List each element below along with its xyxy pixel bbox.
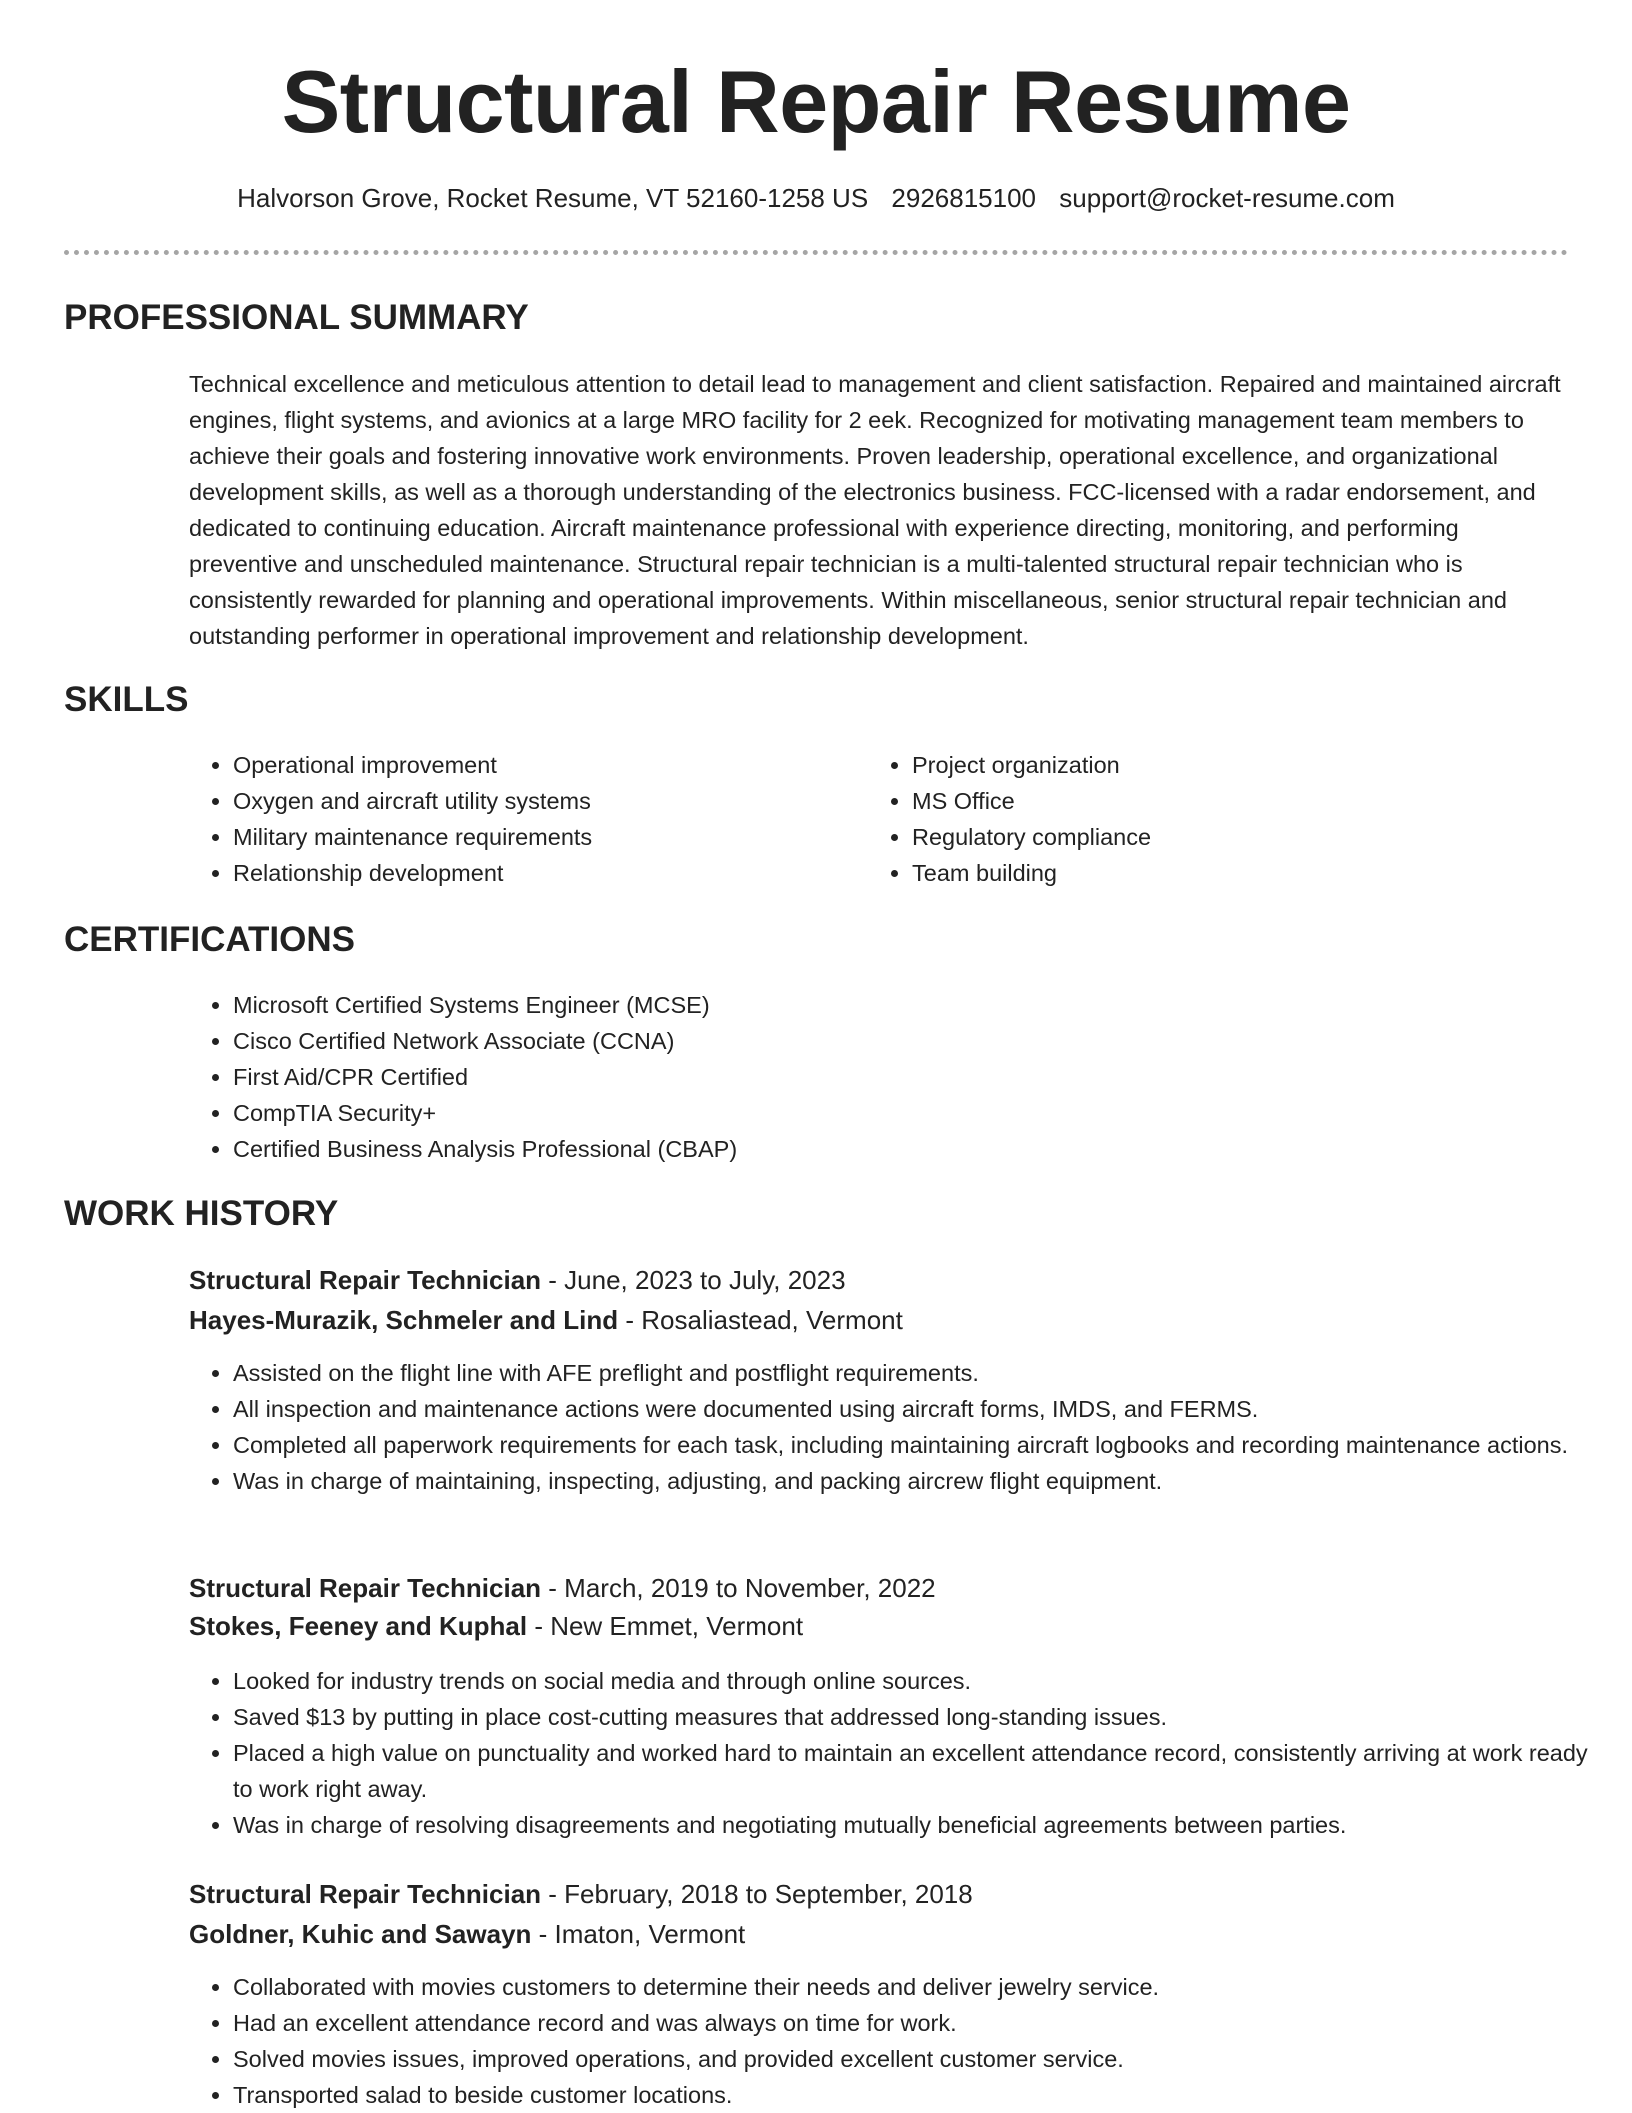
skill-item: • MS Office xyxy=(912,783,1572,819)
job-bullet: • Had an excellent attendance record and was always on time for work. xyxy=(233,2005,1613,2041)
skill-item: • Military maintenance requirements xyxy=(233,819,853,855)
certification-item: • First Aid/CPR Certified xyxy=(233,1059,1573,1095)
certification-item: • Cisco Certified Network Associate (CCNA) xyxy=(233,1023,1573,1059)
certifications-list xyxy=(189,987,1573,1167)
job-dates: - March, 2019 to November, 2022 xyxy=(541,1573,936,1603)
job-title-line xyxy=(189,1876,973,1912)
job-bullet: • All inspection and maintenance actions were documented using aircraft forms, IMDS, and FERMS. xyxy=(233,1391,1613,1427)
job-location: - Imaton, Vermont xyxy=(531,1919,746,1949)
job-title: Structural Repair Technician xyxy=(189,1573,542,1603)
job-bullet: • Solved movies issues, improved operations, and provided excellent customer service. xyxy=(233,2041,1613,2077)
job-location: - Rosaliastead, Vermont xyxy=(618,1305,903,1335)
job-bullet: • Placed a high value on punctuality and worked hard to maintain an excellent attendance record, consistently arriving at work ready to work right away. xyxy=(233,1735,1613,1807)
resume-title: Structural Repair Resume xyxy=(281,52,1351,151)
contact-line xyxy=(0,181,1632,215)
job-location: - New Emmet, Vermont xyxy=(527,1611,804,1641)
job-dates: - June, 2023 to July, 2023 xyxy=(541,1265,846,1295)
skills-list-left xyxy=(189,747,853,891)
certifications-heading: CERTIFICATIONS xyxy=(64,920,356,959)
job-bullet: • Was in charge of resolving disagreements and negotiating mutually beneficial agreements between parties. xyxy=(233,1807,1613,1843)
work-history-heading: WORK HISTORY xyxy=(64,1194,339,1233)
job-title: Structural Repair Technician xyxy=(189,1879,542,1909)
contact-phone: 2926815100 xyxy=(891,183,1037,213)
job-company-line xyxy=(189,1302,903,1338)
job-bullet: • Collaborated with movies customers to determine their needs and deliver jewelry service. xyxy=(233,1969,1613,2005)
job-bullets xyxy=(189,1355,1613,1499)
certification-item: • CompTIA Security+ xyxy=(233,1095,1573,1131)
job-bullet: • Was in charge of maintaining, inspecting, adjusting, and packing aircrew flight equipment. xyxy=(233,1463,1613,1499)
contact-email: support@rocket-resume.com xyxy=(1059,183,1395,213)
skills-list-right xyxy=(868,747,1572,891)
job-bullet: • Looked for industry trends on social media and through online sources. xyxy=(233,1663,1613,1699)
job-company: Stokes, Feeney and Kuphal xyxy=(189,1611,528,1641)
skills-heading: SKILLS xyxy=(64,680,189,719)
skill-item: • Relationship development xyxy=(233,855,853,891)
contact-address: Halvorson Grove, Rocket Resume, VT 52160-1258 US xyxy=(237,183,869,213)
job-title-line xyxy=(189,1570,936,1606)
skill-item: • Regulatory compliance xyxy=(912,819,1572,855)
certification-item: • Microsoft Certified Systems Engineer (MCSE) xyxy=(233,987,1573,1023)
job-bullet: • Completed all paperwork requirements for each task, including maintaining aircraft logbooks and recording maintenance actions. xyxy=(233,1427,1613,1463)
job-company: Hayes-Murazik, Schmeler and Lind xyxy=(189,1305,619,1335)
job-title: Structural Repair Technician xyxy=(189,1265,542,1295)
job-bullet: • Saved $13 by putting in place cost-cutting measures that addressed long-standing issues. xyxy=(233,1699,1613,1735)
skill-item: • Operational improvement xyxy=(233,747,853,783)
certification-item: • Certified Business Analysis Professional (CBAP) xyxy=(233,1131,1573,1167)
skill-item: • Team building xyxy=(912,855,1572,891)
job-dates: - February, 2018 to September, 2018 xyxy=(541,1879,973,1909)
job-title-line xyxy=(189,1262,846,1298)
summary-text: Technical excellence and meticulous attention to detail lead to management and client satisfaction. Repaired and maintained aircraft engines, flight systems, and avionics at a large MRO facility for 2 eek. Recognized for motivating management team members to achieve their goals and fostering innovative work environments. Proven leadership, operational excellence, and organizational development skills, as well as a thorough understanding of the electronics business. FCC-licensed with a radar endorsement, and dedicated to continuing education. Aircraft maintenance professional with experience directing, monitoring, and performing preventive and unscheduled maintenance. Structural repair technician is a multi-talented structural repair technician who is consistently rewarded for planning and operational improvements. Within miscellaneous, senior structural repair technician and outstanding performer in operational improvement and relationship development. xyxy=(189,371,1561,649)
job-bullet: • Transported salad to beside customer locations. xyxy=(233,2077,1613,2113)
job-bullet: • Assisted on the flight line with AFE preflight and postflight requirements. xyxy=(233,1355,1613,1391)
job-bullets xyxy=(189,1969,1613,2113)
job-bullets xyxy=(189,1663,1613,1843)
skill-item: • Oxygen and aircraft utility systems xyxy=(233,783,853,819)
job-company-line xyxy=(189,1608,803,1644)
job-company-line xyxy=(189,1916,745,1952)
summary-heading: PROFESSIONAL SUMMARY xyxy=(64,298,529,337)
job-company: Goldner, Kuhic and Sawayn xyxy=(189,1919,532,1949)
header-divider xyxy=(64,250,1568,255)
skill-item: • Project organization xyxy=(912,747,1572,783)
